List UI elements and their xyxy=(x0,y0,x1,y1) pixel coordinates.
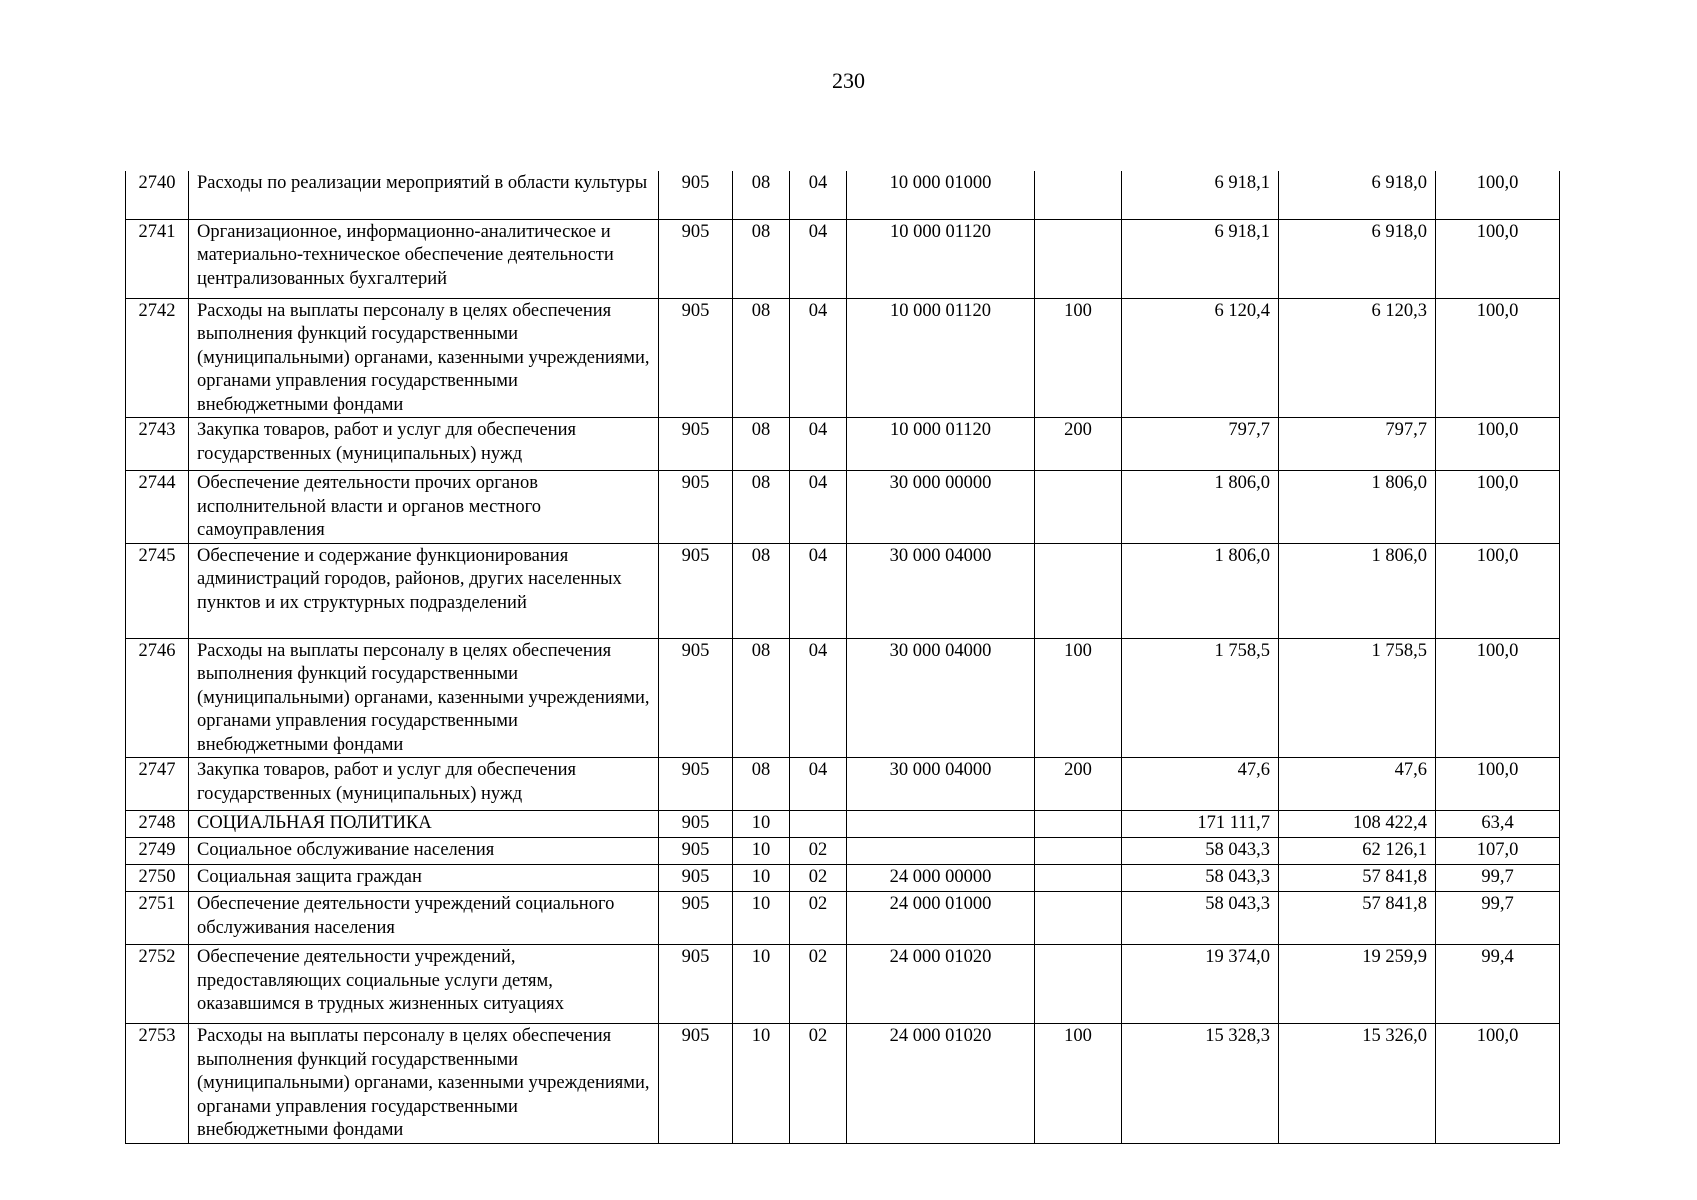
grbs-code: 905 xyxy=(659,543,733,638)
table-row xyxy=(126,298,1560,418)
actual-amount: 47,6 xyxy=(1279,758,1436,811)
section-code: 10 xyxy=(733,945,790,1024)
subsection-code: 04 xyxy=(790,298,847,418)
section-code: 08 xyxy=(733,543,790,638)
subsection-code xyxy=(790,811,847,838)
planned-amount: 1 806,0 xyxy=(1122,543,1279,638)
subsection-code: 04 xyxy=(790,543,847,638)
target-article: 10 000 01120 xyxy=(847,418,1035,471)
item-name: Обеспечение деятельности прочих органов исполнительной власти и органов местного самоуправления xyxy=(189,471,659,544)
table-row xyxy=(126,638,1560,758)
expense-type xyxy=(1035,219,1122,298)
table-body xyxy=(126,171,1560,1143)
subsection-code: 02 xyxy=(790,838,847,865)
section-code: 08 xyxy=(733,418,790,471)
table-row xyxy=(126,471,1560,544)
planned-amount: 15 328,3 xyxy=(1122,1024,1279,1144)
planned-amount: 6 918,1 xyxy=(1122,219,1279,298)
execution-percent: 100,0 xyxy=(1436,543,1560,638)
planned-amount: 58 043,3 xyxy=(1122,892,1279,945)
grbs-code: 905 xyxy=(659,865,733,892)
item-name: Обеспечение деятельности учреждений, предоставляющих социальные услуги детям, оказавшимся в трудных жизненных ситуациях xyxy=(189,945,659,1024)
expense-type xyxy=(1035,471,1122,544)
table-row xyxy=(126,945,1560,1024)
section-code: 08 xyxy=(733,471,790,544)
budget-table xyxy=(125,171,1560,1144)
table-row xyxy=(126,543,1560,638)
execution-percent: 100,0 xyxy=(1436,418,1560,471)
grbs-code: 905 xyxy=(659,171,733,219)
expense-type: 100 xyxy=(1035,638,1122,758)
table-row xyxy=(126,865,1560,892)
expense-type xyxy=(1035,945,1122,1024)
actual-amount: 19 259,9 xyxy=(1279,945,1436,1024)
table-row xyxy=(126,811,1560,838)
target-article: 10 000 01120 xyxy=(847,219,1035,298)
actual-amount: 15 326,0 xyxy=(1279,1024,1436,1144)
row-number: 2740 xyxy=(126,171,189,219)
subsection-code: 04 xyxy=(790,171,847,219)
actual-amount: 6 120,3 xyxy=(1279,298,1436,418)
item-name: Обеспечение деятельности учреждений социального обслуживания населения xyxy=(189,892,659,945)
target-article: 10 000 01000 xyxy=(847,171,1035,219)
expense-type: 100 xyxy=(1035,1024,1122,1144)
row-number: 2744 xyxy=(126,471,189,544)
table-row xyxy=(126,1024,1560,1144)
actual-amount: 797,7 xyxy=(1279,418,1436,471)
row-number: 2750 xyxy=(126,865,189,892)
planned-amount: 58 043,3 xyxy=(1122,838,1279,865)
item-name: Расходы на выплаты персоналу в целях обеспечения выполнения функций государственными (муниципальными) органами, казенными учреждениями, органами управления государственными внебюджетными фондами xyxy=(189,638,659,758)
execution-percent: 100,0 xyxy=(1436,638,1560,758)
expense-type xyxy=(1035,838,1122,865)
actual-amount: 57 841,8 xyxy=(1279,892,1436,945)
grbs-code: 905 xyxy=(659,638,733,758)
grbs-code: 905 xyxy=(659,758,733,811)
section-code: 08 xyxy=(733,758,790,811)
actual-amount: 1 758,5 xyxy=(1279,638,1436,758)
expense-type xyxy=(1035,865,1122,892)
table-row xyxy=(126,892,1560,945)
target-article: 24 000 01020 xyxy=(847,1024,1035,1144)
execution-percent: 100,0 xyxy=(1436,1024,1560,1144)
target-article xyxy=(847,811,1035,838)
grbs-code: 905 xyxy=(659,298,733,418)
expense-type: 200 xyxy=(1035,758,1122,811)
execution-percent: 100,0 xyxy=(1436,171,1560,219)
table-row xyxy=(126,838,1560,865)
grbs-code: 905 xyxy=(659,892,733,945)
planned-amount: 1 758,5 xyxy=(1122,638,1279,758)
expense-type xyxy=(1035,543,1122,638)
item-name: Закупка товаров, работ и услуг для обеспечения государственных (муниципальных) нужд xyxy=(189,418,659,471)
grbs-code: 905 xyxy=(659,1024,733,1144)
actual-amount: 62 126,1 xyxy=(1279,838,1436,865)
execution-percent: 99,7 xyxy=(1436,892,1560,945)
grbs-code: 905 xyxy=(659,471,733,544)
subsection-code: 04 xyxy=(790,219,847,298)
section-code: 10 xyxy=(733,892,790,945)
planned-amount: 1 806,0 xyxy=(1122,471,1279,544)
section-code: 10 xyxy=(733,811,790,838)
actual-amount: 6 918,0 xyxy=(1279,219,1436,298)
actual-amount: 57 841,8 xyxy=(1279,865,1436,892)
subsection-code: 02 xyxy=(790,945,847,1024)
row-number: 2743 xyxy=(126,418,189,471)
row-number: 2745 xyxy=(126,543,189,638)
row-number: 2752 xyxy=(126,945,189,1024)
planned-amount: 19 374,0 xyxy=(1122,945,1279,1024)
grbs-code: 905 xyxy=(659,945,733,1024)
execution-percent: 63,4 xyxy=(1436,811,1560,838)
target-article xyxy=(847,838,1035,865)
execution-percent: 100,0 xyxy=(1436,219,1560,298)
row-number: 2742 xyxy=(126,298,189,418)
grbs-code: 905 xyxy=(659,418,733,471)
item-name: Расходы по реализации мероприятий в области культуры xyxy=(189,171,659,219)
table-row xyxy=(126,171,1560,219)
planned-amount: 6 918,1 xyxy=(1122,171,1279,219)
table-row xyxy=(126,418,1560,471)
row-number: 2753 xyxy=(126,1024,189,1144)
expense-type xyxy=(1035,892,1122,945)
subsection-code: 02 xyxy=(790,1024,847,1144)
expense-type: 100 xyxy=(1035,298,1122,418)
planned-amount: 797,7 xyxy=(1122,418,1279,471)
grbs-code: 905 xyxy=(659,838,733,865)
section-code: 08 xyxy=(733,219,790,298)
actual-amount: 1 806,0 xyxy=(1279,543,1436,638)
execution-percent: 100,0 xyxy=(1436,471,1560,544)
target-article: 24 000 01000 xyxy=(847,892,1035,945)
actual-amount: 6 918,0 xyxy=(1279,171,1436,219)
page-number: 230 xyxy=(832,68,865,93)
table-row xyxy=(126,219,1560,298)
subsection-code: 02 xyxy=(790,865,847,892)
execution-percent: 100,0 xyxy=(1436,758,1560,811)
row-number: 2751 xyxy=(126,892,189,945)
row-number: 2747 xyxy=(126,758,189,811)
row-number: 2749 xyxy=(126,838,189,865)
execution-percent: 107,0 xyxy=(1436,838,1560,865)
row-number: 2741 xyxy=(126,219,189,298)
item-name: Обеспечение и содержание функционирования администраций городов, районов, других населенных пунктов и их структурных подразделений xyxy=(189,543,659,638)
actual-amount: 108 422,4 xyxy=(1279,811,1436,838)
planned-amount: 58 043,3 xyxy=(1122,865,1279,892)
planned-amount: 171 111,7 xyxy=(1122,811,1279,838)
subsection-code: 02 xyxy=(790,892,847,945)
subsection-code: 04 xyxy=(790,471,847,544)
grbs-code: 905 xyxy=(659,219,733,298)
expense-type xyxy=(1035,171,1122,219)
target-article: 24 000 00000 xyxy=(847,865,1035,892)
item-name: Социальное обслуживание населения xyxy=(189,838,659,865)
section-code: 10 xyxy=(733,1024,790,1144)
table-row xyxy=(126,758,1560,811)
subsection-code: 04 xyxy=(790,638,847,758)
execution-percent: 100,0 xyxy=(1436,298,1560,418)
planned-amount: 47,6 xyxy=(1122,758,1279,811)
section-code: 10 xyxy=(733,838,790,865)
subsection-code: 04 xyxy=(790,758,847,811)
item-name: Социальная защита граждан xyxy=(189,865,659,892)
expense-type: 200 xyxy=(1035,418,1122,471)
planned-amount: 6 120,4 xyxy=(1122,298,1279,418)
target-article: 30 000 00000 xyxy=(847,471,1035,544)
grbs-code: 905 xyxy=(659,811,733,838)
item-name: Закупка товаров, работ и услуг для обеспечения государственных (муниципальных) нужд xyxy=(189,758,659,811)
item-name: Расходы на выплаты персоналу в целях обеспечения выполнения функций государственными (муниципальными) органами, казенными учреждениями, органами управления государственными внебюджетными фондами xyxy=(189,1024,659,1144)
row-number: 2746 xyxy=(126,638,189,758)
expense-type xyxy=(1035,811,1122,838)
target-article: 24 000 01020 xyxy=(847,945,1035,1024)
item-name: Расходы на выплаты персоналу в целях обеспечения выполнения функций государственными (муниципальными) органами, казенными учреждениями, органами управления государственными внебюджетными фондами xyxy=(189,298,659,418)
section-code: 10 xyxy=(733,865,790,892)
target-article: 30 000 04000 xyxy=(847,758,1035,811)
item-name: Организационное, информационно-аналитическое и материально-техническое обеспечение деятельности централизованных бухгалтерий xyxy=(189,219,659,298)
section-code: 08 xyxy=(733,171,790,219)
target-article: 30 000 04000 xyxy=(847,638,1035,758)
target-article: 10 000 01120 xyxy=(847,298,1035,418)
row-number: 2748 xyxy=(126,811,189,838)
item-name: СОЦИАЛЬНАЯ ПОЛИТИКА xyxy=(189,811,659,838)
subsection-code: 04 xyxy=(790,418,847,471)
execution-percent: 99,4 xyxy=(1436,945,1560,1024)
actual-amount: 1 806,0 xyxy=(1279,471,1436,544)
target-article: 30 000 04000 xyxy=(847,543,1035,638)
section-code: 08 xyxy=(733,298,790,418)
section-code: 08 xyxy=(733,638,790,758)
execution-percent: 99,7 xyxy=(1436,865,1560,892)
